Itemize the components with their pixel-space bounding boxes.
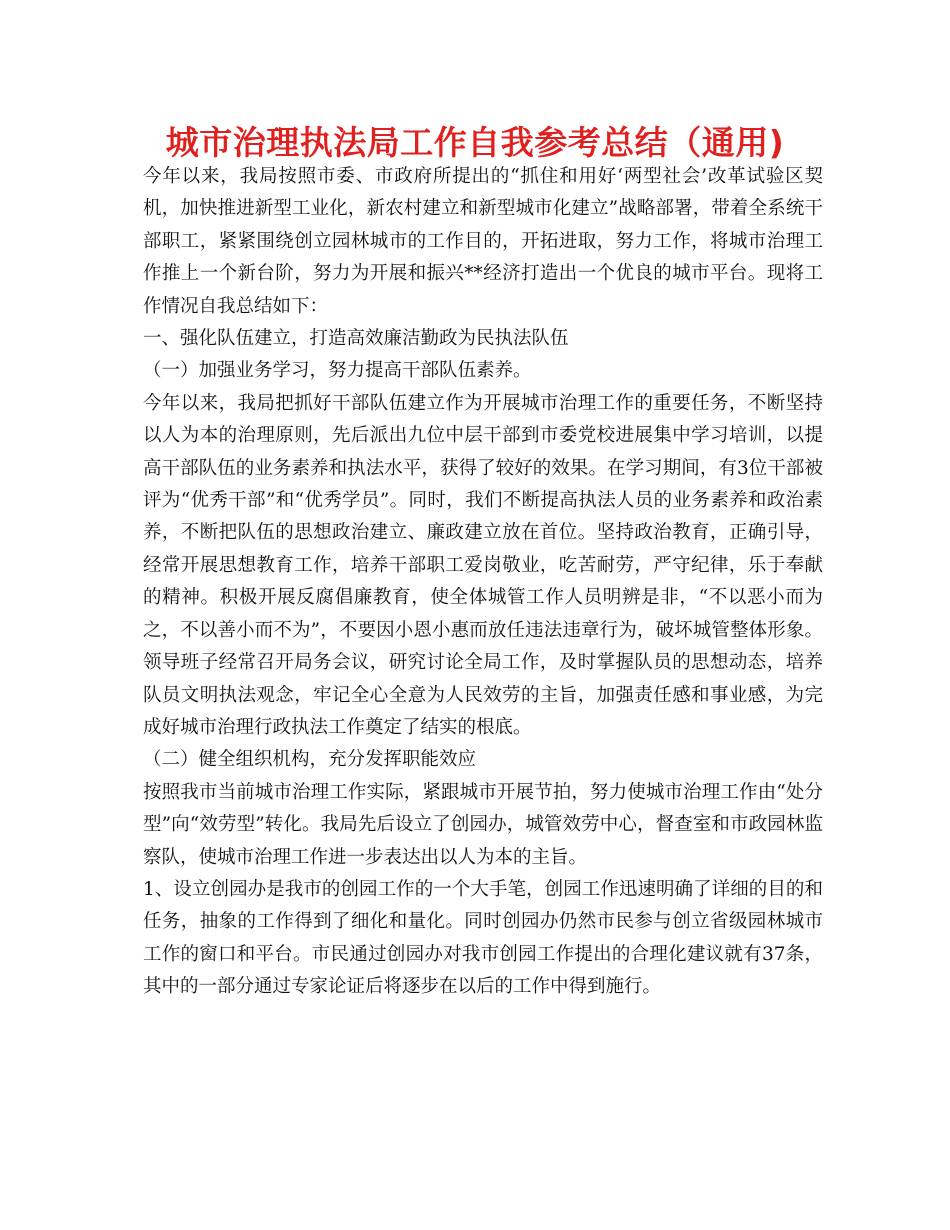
paragraph-team-building: 今年以来，我局把抓好干部队伍建立作为开展城市治理工作的重要任务，不断坚持以人为本的治理原则，先后派出九位中层干部到市委党校进展集中学习培训，以提高干部队伍的业务素养和执法水平，获得了较好的效果。在学习期间，有3位干部被评为“优秀干部”和“优秀学员”。同时，我们不断提高执法人员的业务素养和政治素养，不断把队伍的思想政治建立、廉政建立放在首位。坚持政治教育，正确引导，经常开展思想教育工作，培养干部职工爱岗敬业，吃苦耐劳，严守纪律，乐于奉献的精神。积极开展反腐倡廉教育，使全体城管工作人员明辨是非，“不以恶小而为之，不以善小而不为”，不要因小恩小惠而放任违法违章行为，破坏城管整体形象。领导班子经常召开局务会议，研究讨论全局工作，及时掌握队员的思想动态，培养队员文明执法观念，牢记全心全意为人民效劳的主旨，加强责任感和事业感，为完成好城市治理行政执法工作奠定了结实的根底。: [143, 392, 823, 738]
subsection-heading-2: （二）健全组织机构，充分发挥职能效应: [143, 749, 477, 771]
document-title: 城市治理执法局工作自我参考总结（通用): [165, 123, 785, 162]
subsection-heading-1: （一）加强业务学习，努力提高干部队伍素养。: [143, 360, 532, 382]
paragraph-organization: 按照我市当前城市治理工作实际，紧跟城市开展节拍，努力使城市治理工作由“处分型”向“效劳型”转化。我局先后设立了创园办，城管效劳中心，督查室和市政园林监察队，使城市治理工作进一步表达出以人为本的主旨。: [143, 781, 823, 868]
section-heading-1: 一、强化队伍建立，打造高效廉洁勤政为民执法队伍: [143, 328, 569, 350]
document-body: [143, 161, 823, 1004]
paragraph-intro: 今年以来，我局按照市委、市政府所提出的“抓住和用好‘两型社会’改革试验区契机，加快推进新型工业化，新农村建立和新型城市化建立”战略部署，带着全系统干部职工，紧紧围绕创立园林城市的工作目的，开拓进取，努力工作，将城市治理工作推上一个新台阶，努力为开展和振兴**经济打造出一个优良的城市平台。现将工作情况自我总结如下：: [143, 166, 823, 317]
paragraph-garden-office: 1、设立创园办是我市的创园工作的一个大手笔，创园工作迅速明确了详细的目的和任务，抽象的工作得到了细化和量化。同时创园办仍然市民参与创立省级园林城市工作的窗口和平台。市民通过创园办对我市创园工作提出的合理化建议就有37条，其中的一部分通过专家论证后将逐步在以后的工作中得到施行。: [143, 878, 823, 998]
